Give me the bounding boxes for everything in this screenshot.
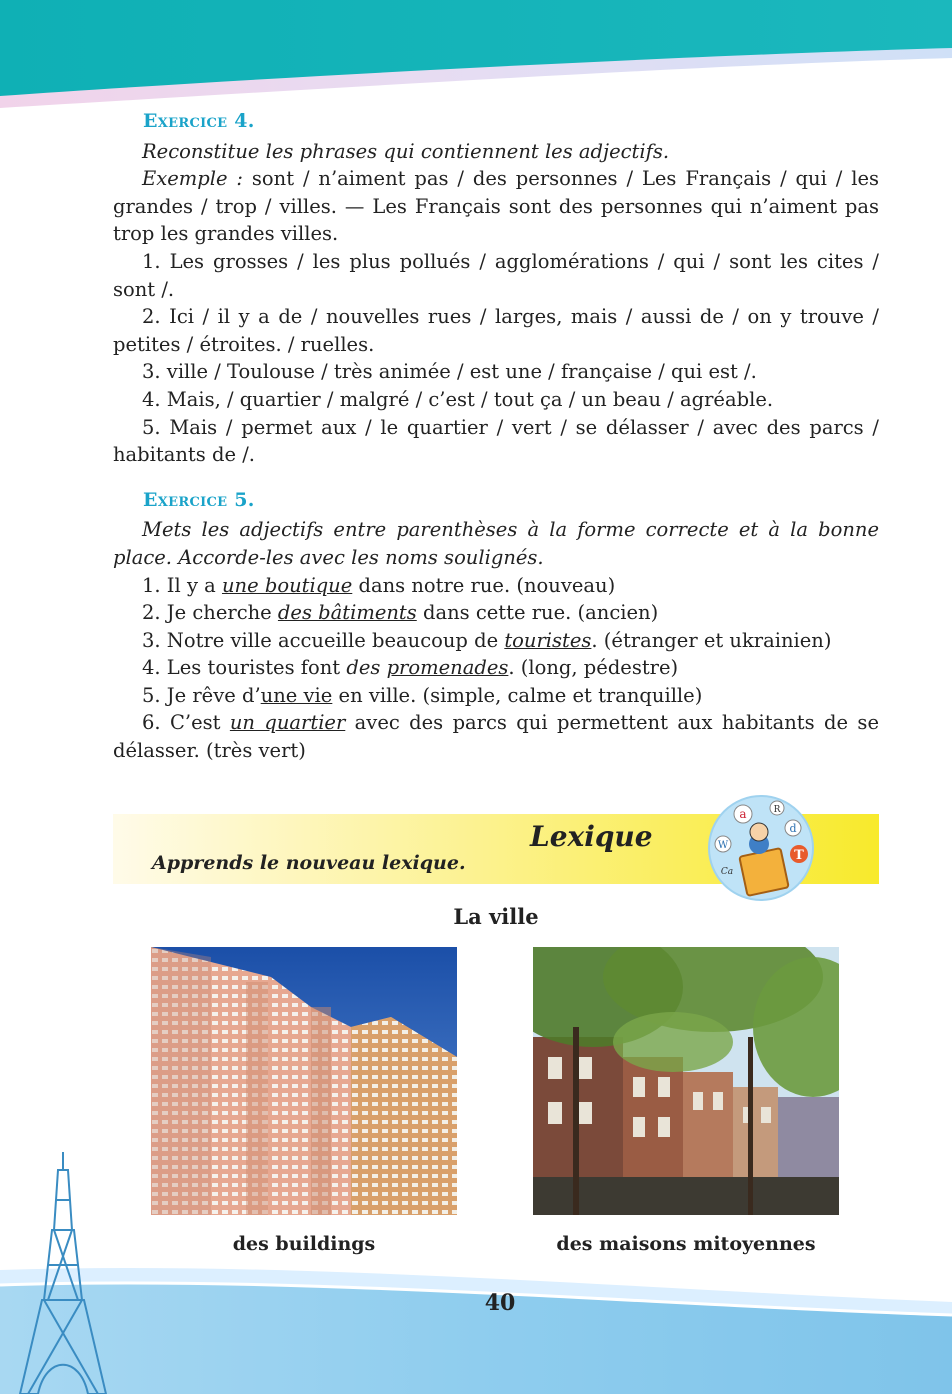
underlined-noun: touristes — [504, 628, 592, 652]
exercise-5-item — [113, 709, 879, 764]
item-text: 1. Il y a — [142, 573, 222, 597]
eiffel-tower-icon — [18, 1150, 108, 1394]
exercise-4-title: Exercice 4. — [143, 110, 255, 132]
icon-letter: a — [739, 807, 747, 821]
item-text: 5. Je rêve d’ — [142, 683, 261, 707]
example-label: Exemple : — [142, 167, 243, 191]
section-title: La ville — [453, 904, 539, 929]
exercise-5-item — [113, 682, 879, 710]
photo-caption: des buildings — [232, 1233, 376, 1255]
item-text: 6. C’est — [142, 711, 230, 735]
exercise-4-instruction: Reconstitue les phrases qui contiennent les adjectifs. — [142, 139, 670, 163]
item-text: . (long, pédestre) — [508, 656, 679, 680]
underlined-noun: une boutique — [221, 573, 353, 597]
item-text: 3. Notre ville accueille beaucoup de — [142, 628, 505, 652]
exercise-content — [113, 108, 879, 765]
item-text: 4. Les touristes font — [142, 656, 347, 680]
example-text: sont / n’aiment pas / des personnes / Les Français / qui / les grandes / trop / villes. — Les Français sont des personnes qui n’aiment pas trop les grandes villes. — [113, 167, 879, 246]
underlined-noun: une vie — [260, 683, 333, 707]
lexique-subtitle: Apprends le nouveau lexique. — [152, 852, 466, 874]
item-text: . (étranger et ukrainien) — [591, 628, 832, 652]
exercise-5-item — [113, 654, 879, 682]
icon-letter: W — [717, 840, 729, 851]
exercise-4-item: 1. Les grosses / les plus pollués / agglomérations / qui / sont les cites / sont /. — [113, 249, 879, 301]
exercise-5-item — [113, 572, 879, 600]
item-text: dans notre rue. (nouveau) — [352, 573, 616, 597]
exercise-5-item — [113, 627, 879, 655]
icon-letter: d — [789, 822, 797, 835]
underlined-noun: des bâtiments — [277, 601, 417, 625]
photo-caption: des maisons mitoyennes — [556, 1233, 816, 1255]
header-band — [0, 0, 952, 120]
exercise-4-example — [113, 165, 879, 248]
item-text: 2. Je cherche — [142, 601, 278, 625]
exercise-4-item: 4. Mais, / quartier / malgré / c’est / tout ça / un beau / agréable. — [142, 387, 774, 411]
vocabulary-mascot-icon — [705, 792, 817, 904]
lexique-title: Lexique — [530, 820, 653, 853]
underlined-noun: un quartier — [229, 711, 346, 735]
icon-letter: Ca — [720, 867, 734, 877]
item-text: avec des parcs qui permettent aux habitants de se délasser. (très vert) — [113, 711, 879, 763]
exercise-5-instruction: Mets les adjectifs entre parenthèses à la forme correcte et à la bonne place. Accorde-les avec les noms soulignés. — [113, 518, 879, 569]
exercise-5-item — [113, 599, 879, 627]
item-text: des — [346, 656, 387, 680]
item-text: dans cette rue. (ancien) — [416, 601, 659, 625]
exercise-5-title: Exercice 5. — [143, 488, 255, 511]
icon-letter: R — [773, 805, 781, 815]
apartment-towers-photo — [151, 947, 457, 1215]
item-text: en ville. (simple, calme et tranquille) — [332, 683, 703, 707]
icon-letter: T — [794, 848, 804, 863]
underlined-noun: promenades — [386, 656, 509, 680]
exercise-4-item: 5. Mais / permet aux / le quartier / vert / se délasser / avec des parcs / habitants de /. — [113, 415, 879, 467]
page-number: 40 — [484, 1290, 516, 1316]
exercise-4-item: 2. Ici / il y a de / nouvelles rues / larges, mais / aussi de / on y trouve / petites / étroites. / ruelles. — [113, 305, 879, 356]
footer-band — [0, 1240, 952, 1394]
exercise-4-item: 3. ville / Toulouse / très animée / est une / française / qui est /. — [142, 360, 757, 384]
townhouses-photo — [533, 947, 839, 1215]
